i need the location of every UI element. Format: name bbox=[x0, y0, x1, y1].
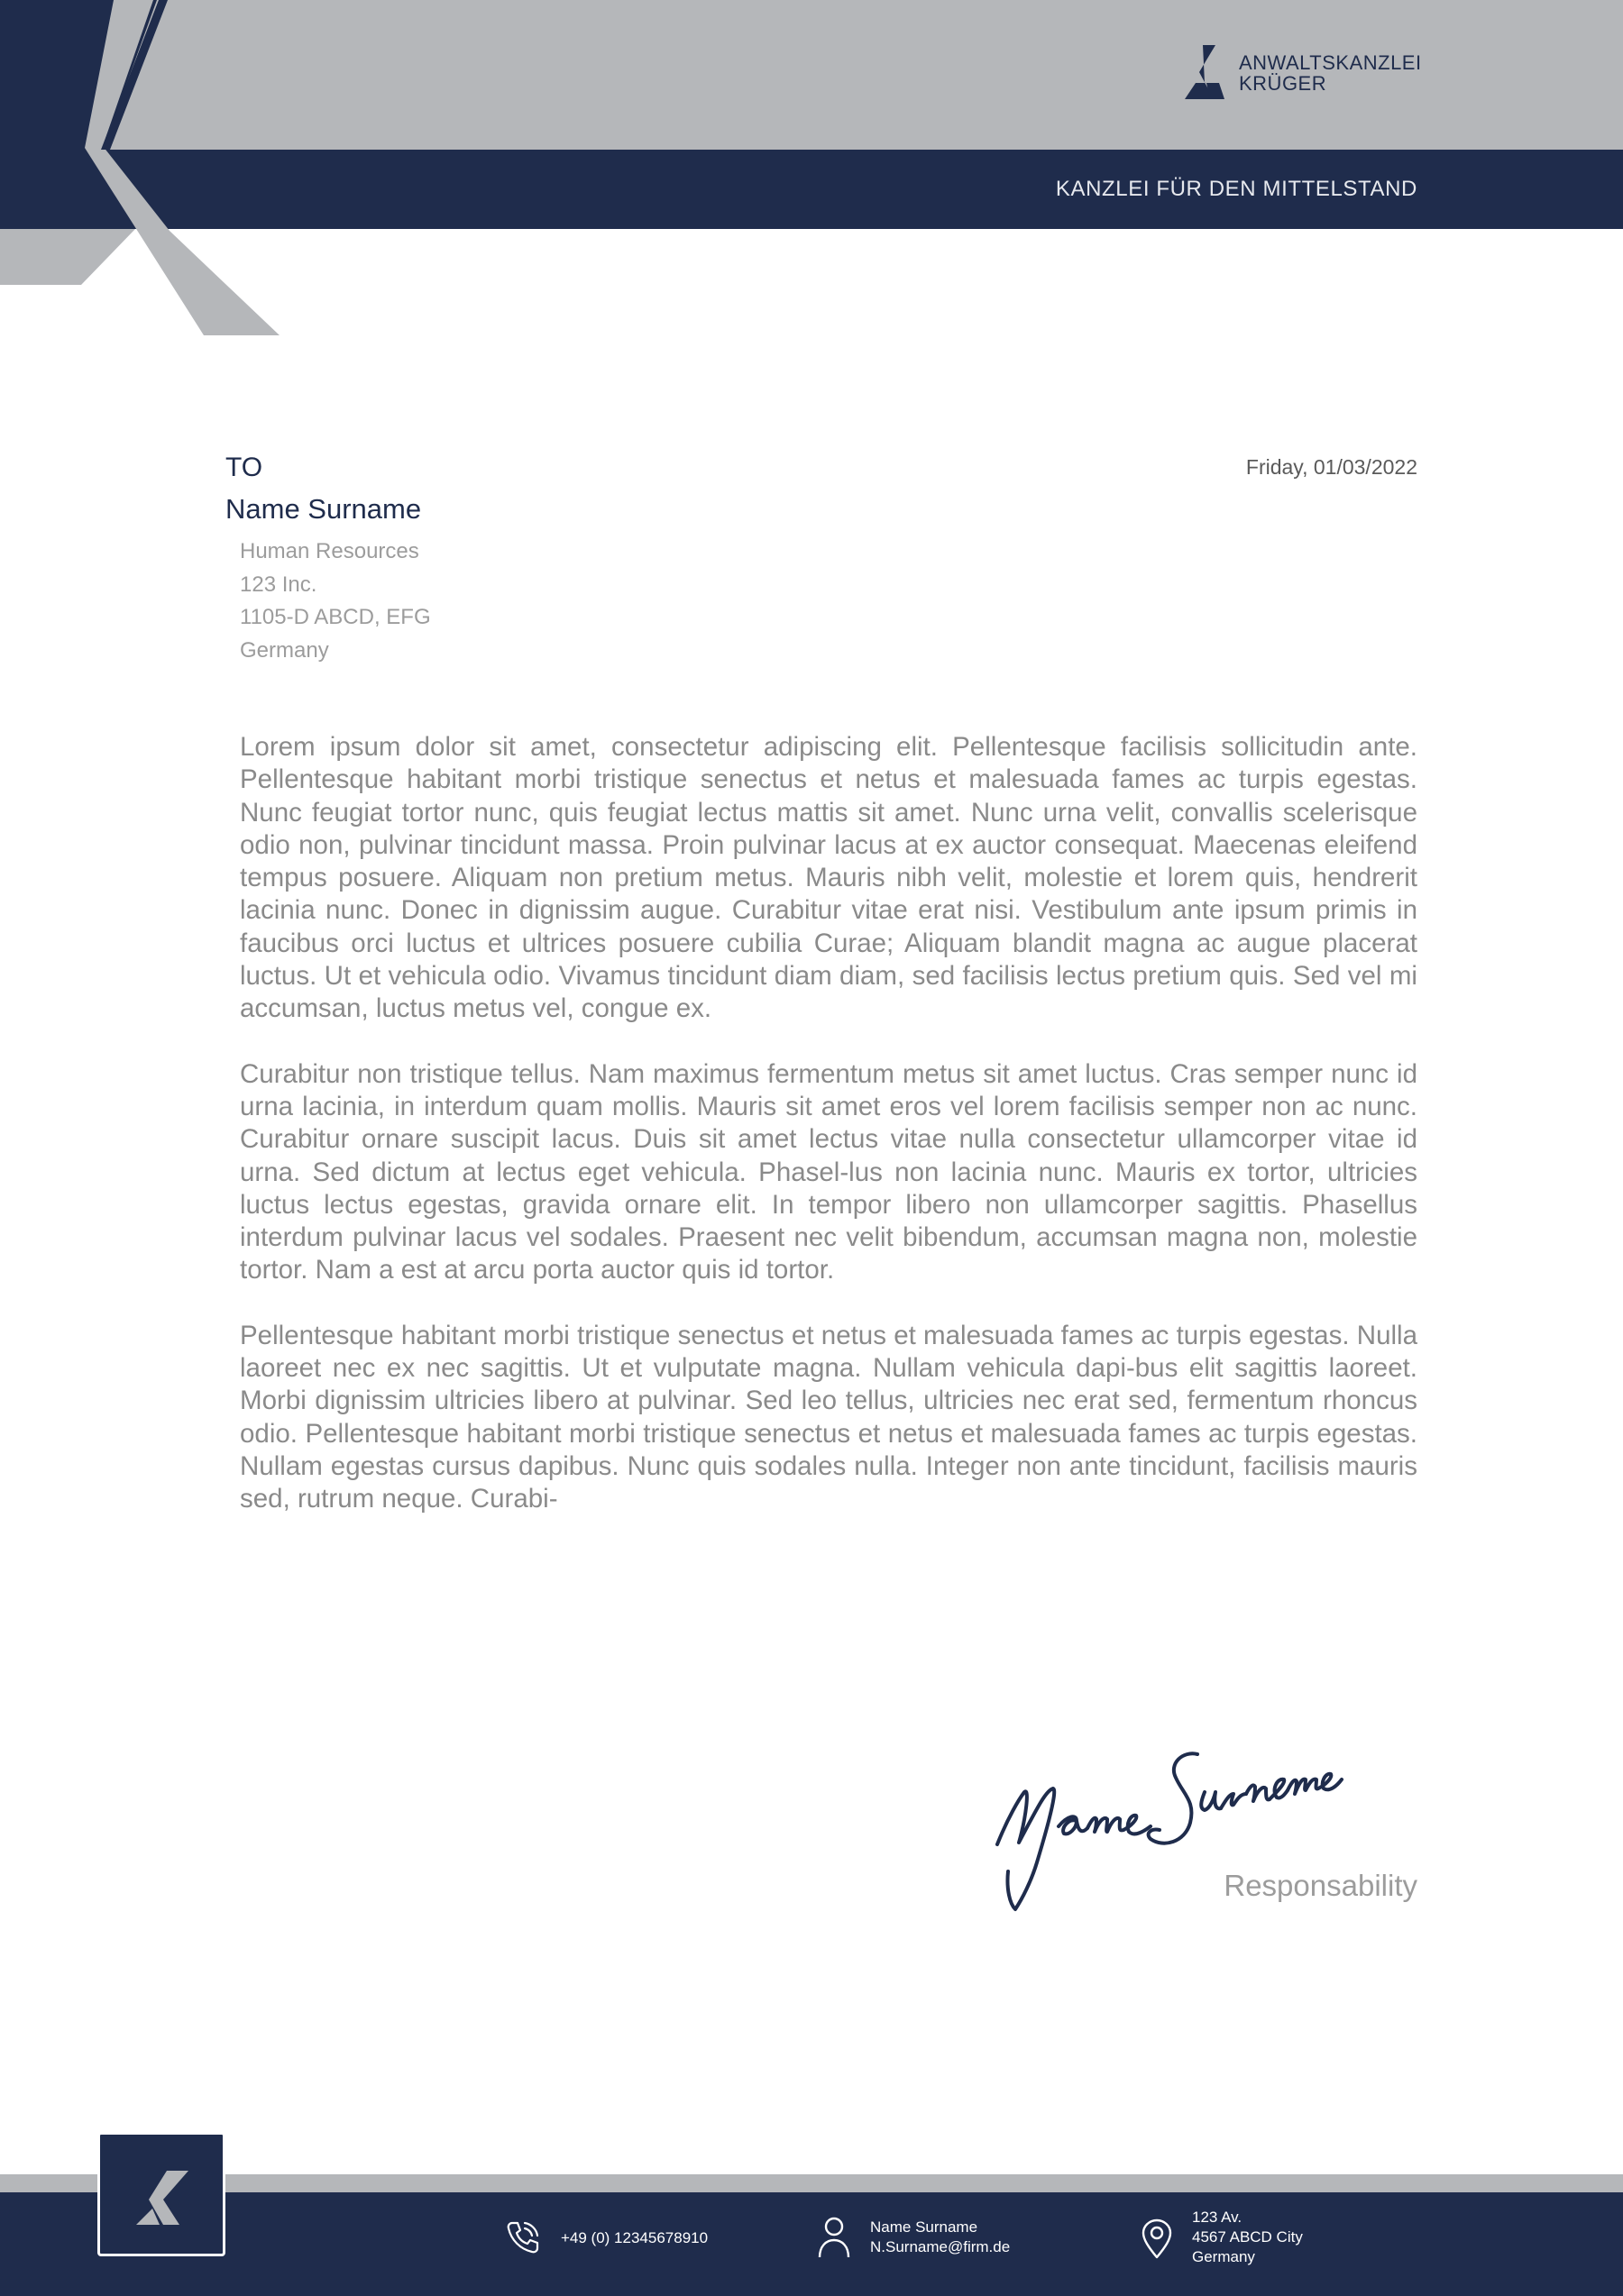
letter-date: Friday, 01/03/2022 bbox=[1245, 455, 1417, 479]
address-line: 1105-D ABCD, EFG bbox=[240, 605, 431, 629]
body-paragraph: Lorem ipsum dolor sit amet, consectetur adipiscing elit. Pellentesque facilisis sollicitudin ante. Pellentesque habitant morbi tristique senectus et netus et malesuada fames ac turpis egestas. Nunc feugiat tortor nunc, quis feugiat lectus mattis sit amet. Nunc urna velit, convallis scelerisque odio non, pulvinar tincidunt massa. Proin pulvinar lacus at ex auctor consequat. Maecenas eleifend tempus posuere. Aliquam non pretium metus. Mauris nibh velit, molestie et lorem quis, hendrerit lacinia nunc. Donec in dignissim augue. Curabitur vitae erat nisi. Vestibulum ante ipsum primis in faucibus orci luctus et ultrices posuere cubilia Curae; Aliquam blandit magna ac augue placerat luctus. Ut et vehicula odio. Vivamus tincidunt diam diam, sed facilisis lectus pretium quis. Sed vel mi accumsan, luctus metus vel, congue ex. bbox=[240, 732, 1417, 1024]
address-line: Germany bbox=[240, 637, 329, 663]
logo-line2: KRÜGER bbox=[1239, 72, 1327, 95]
logo-line1: ANWALTSKANZLEI bbox=[1239, 51, 1422, 74]
body-paragraph: Pellentesque habitant morbi tristique senectus et netus et malesuada fames ac turpis egestas. Nulla laoreet nec ex nec sagittis. Ut et vulputate magna. Nullam vehicula dapi-bus elit sagittis laoreet. Morbi dignissim ultricies libero at pulvinar. Sed leo tellus, ultricies nec erat sed, fermentum rhoncus odio. Pellentesque habitant morbi tristique senectus et netus et malesuada fames ac turpis egestas. Nullam egestas cursus dapibus. Nunc quis sodales nulla. Integer non ante tincidunt, facilisis mauris sed, rutrum neque. Curabi- bbox=[240, 1320, 1417, 1514]
header-tagline: KANZLEI FÜR DEN MITTELSTAND bbox=[1055, 177, 1417, 201]
footer-gray-band bbox=[0, 2174, 1623, 2192]
recipient-address bbox=[240, 535, 431, 667]
body-paragraph: Curabitur non tristique tellus. Nam maximus fermentum metus sit amet luctus. Cras semper nunc id urna lacinia, in interdum quam mollis. Mauris sit amet eros vel lorem facilisis semper non ac nunc. Curabitur ornare suscipit lacus. Duis sit amet lectus vitae nulla consectetur ullamcorper vitae id urna. Sed dictum at lectus eget vehicula. Phasel-lus non lacinia nunc. Mauris ex tortor, ultricies luctus lectus egestas, gravida ornare elit. In tempor libero non ullamcorper sagittis. Phasellus interdum pulvinar lacus vel sodales. Praesent nec velit bibendum, accumsan magna non, molestie tortor. Nam a est at arcu porta auctor quis id tortor. bbox=[240, 1058, 1417, 1285]
signatory-role: Responsability bbox=[1224, 1869, 1417, 1902]
footer-logo-box bbox=[97, 2132, 225, 2256]
footer-address-line: 123 Av. bbox=[1192, 2209, 1242, 2226]
letter-body bbox=[240, 731, 1417, 1549]
footer-contact-email: N.Surname@firm.de bbox=[870, 2238, 1011, 2255]
phone-icon bbox=[505, 2219, 541, 2255]
person-icon bbox=[817, 2216, 851, 2259]
footer-phone: +49 (0) 12345678910 bbox=[561, 2229, 709, 2246]
chevron-k-logo-icon bbox=[136, 2169, 190, 2228]
footer-address-line: 4567 ABCD City bbox=[1192, 2228, 1303, 2246]
address-line: 123 Inc. bbox=[240, 572, 317, 597]
address-line: Human Resources bbox=[240, 539, 419, 563]
footer-navy-band bbox=[0, 2192, 1623, 2296]
footer-contact bbox=[870, 2218, 1010, 2257]
firm-logo-text bbox=[1239, 52, 1422, 94]
footer-address bbox=[1192, 2208, 1303, 2267]
location-pin-icon bbox=[1140, 2218, 1174, 2259]
footer-contact-name: Name Surname bbox=[870, 2218, 978, 2236]
recipient-name: Name Surname bbox=[225, 493, 422, 525]
header-chevron-decoration bbox=[0, 0, 289, 343]
footer-address-line: Germany bbox=[1192, 2248, 1255, 2265]
to-label: TO bbox=[225, 453, 263, 482]
